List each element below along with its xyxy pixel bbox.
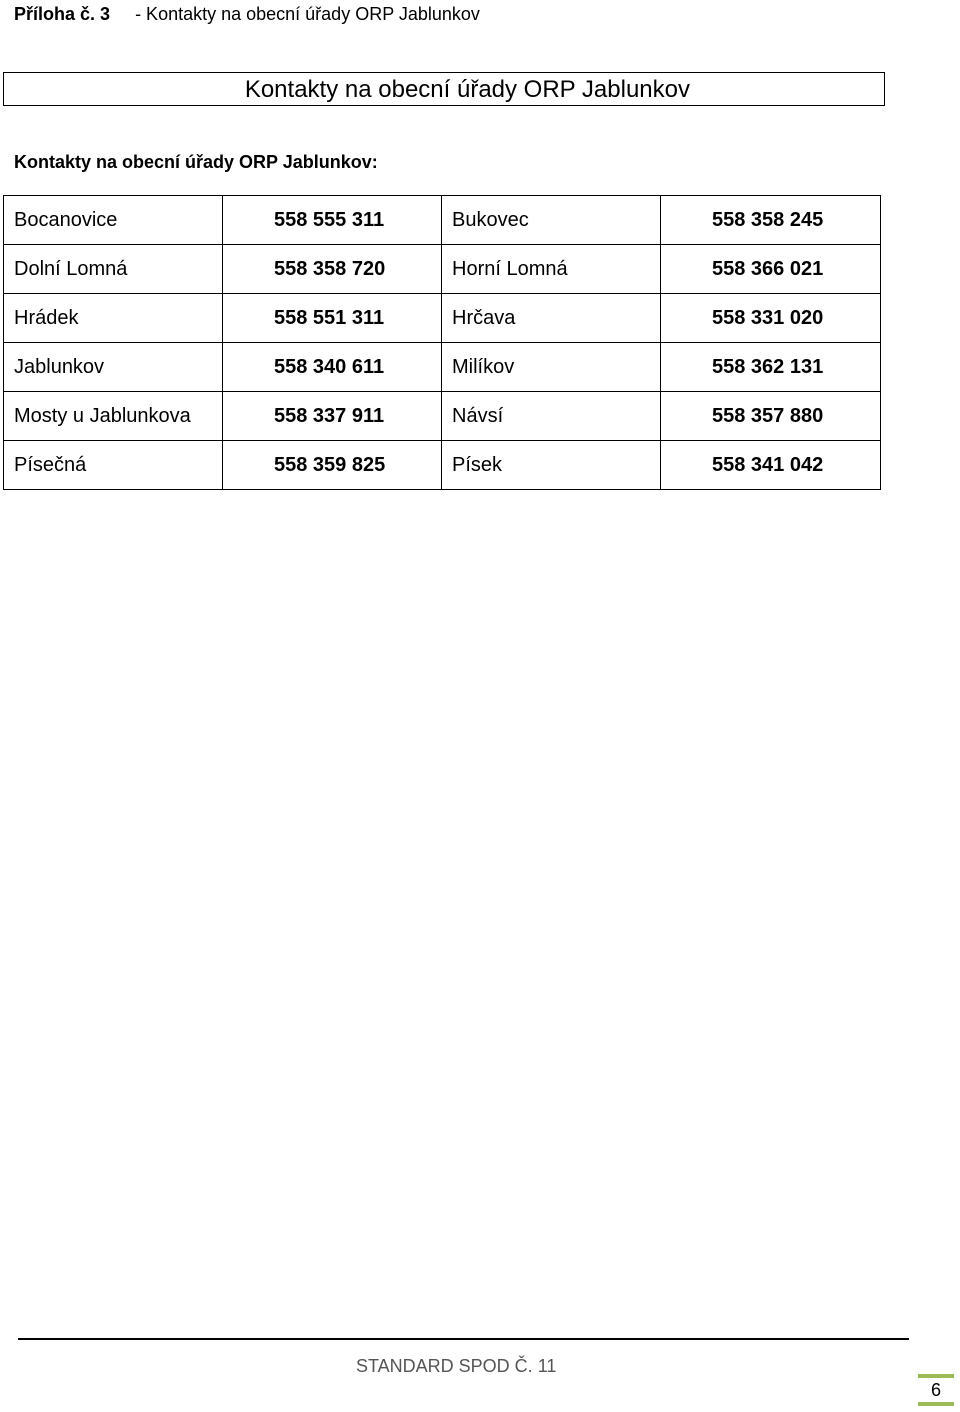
table-row <box>4 294 881 343</box>
table-row <box>4 392 881 441</box>
footer-text: STANDARD SPOD Č. 11 <box>356 1356 557 1376</box>
phone-number: 558 337 911 <box>223 392 442 441</box>
phone-number: 558 359 825 <box>223 441 442 490</box>
municipality-name: Milíkov <box>442 343 661 392</box>
municipality-name: Mosty u Jablunkova <box>4 392 223 441</box>
contacts-table <box>3 195 881 490</box>
municipality-name: Jablunkov <box>4 343 223 392</box>
municipality-name: Písek <box>442 441 661 490</box>
phone-number: 558 555 311 <box>223 196 442 245</box>
municipality-name: Dolní Lomná <box>4 245 223 294</box>
municipality-name: Hrádek <box>4 294 223 343</box>
municipality-name: Hrčava <box>442 294 661 343</box>
table-row <box>4 245 881 294</box>
municipality-name: Horní Lomná <box>442 245 661 294</box>
phone-number: 558 358 720 <box>223 245 442 294</box>
phone-number: 558 340 611 <box>223 343 442 392</box>
phone-number: 558 331 020 <box>661 294 881 343</box>
attachment-label: Příloha č. 3 <box>14 4 111 24</box>
phone-number: 558 366 021 <box>661 245 881 294</box>
phone-number: 558 358 245 <box>661 196 881 245</box>
phone-number: 558 362 131 <box>661 343 881 392</box>
phone-number: 558 357 880 <box>661 392 881 441</box>
footer-divider <box>18 1338 909 1340</box>
municipality-name: Bukovec <box>442 196 661 245</box>
municipality-name: Bocanovice <box>4 196 223 245</box>
page-title-box: Kontakty na obecní úřady ORP Jablunkov <box>3 72 885 106</box>
page-number: 6 <box>918 1374 954 1406</box>
document-header <box>14 2 480 26</box>
phone-number: 558 341 042 <box>661 441 881 490</box>
municipality-name: Písečná <box>4 441 223 490</box>
phone-number: 558 551 311 <box>223 294 442 343</box>
attachment-title: - Kontakty na obecní úřady ORP Jablunkov <box>135 4 480 24</box>
table-row <box>4 343 881 392</box>
section-heading: Kontakty na obecní úřady ORP Jablunkov: <box>14 152 378 172</box>
municipality-name: Návsí <box>442 392 661 441</box>
table-row <box>4 196 881 245</box>
table-row <box>4 441 881 490</box>
